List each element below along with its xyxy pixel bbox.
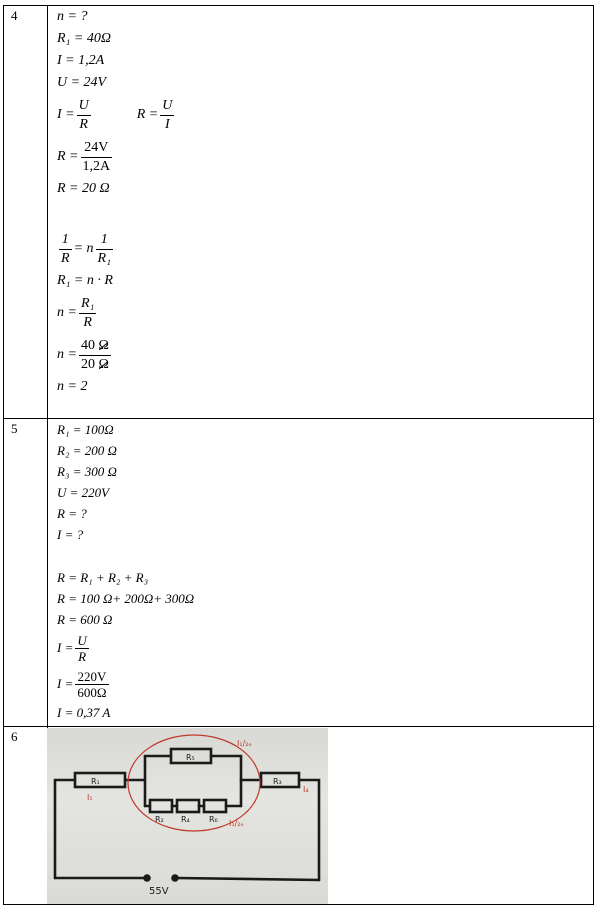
fraction [75,633,88,664]
given-u: U = 220V [57,485,110,500]
i-bottom-label: I₁/₂ₑ [229,819,244,828]
n-formula [57,292,593,334]
numerator: 24V [81,139,113,158]
formula-lhs: n = [57,305,77,320]
i1-label: I₁ [87,793,93,802]
r-values: R = 100 Ω+ 200Ω+ 300Ω [57,591,195,606]
r4-label: R₄ [181,815,190,824]
r2-label: R₂ [155,815,164,824]
formula-lhs: I = [57,676,74,691]
numerator: R₁ [79,295,96,314]
denominator: 1,2A [82,158,111,174]
fraction [75,669,108,700]
denominator: 600Ω [77,684,107,700]
r6-label: R₆ [209,815,218,824]
given-r1: R₁ = 100Ω [57,422,114,437]
numerator [79,337,111,356]
task-number: 4 [4,6,48,419]
fraction [160,97,174,134]
fraction [59,231,72,268]
task-6-solution [48,727,594,905]
fraction [79,337,111,374]
cancelled-unit: Ω [98,356,109,372]
table-row [4,6,594,419]
equals-n: = n [73,241,94,256]
circuit-sketch-photo [47,728,328,904]
denominator: R [83,314,92,330]
n-result: n = 2 [57,379,88,394]
denominator: I [164,116,170,132]
fraction [79,295,96,332]
i-calc [57,666,593,702]
given-n: n = ? [57,9,88,24]
given-r2: R₂ = 200 Ω [57,443,117,458]
fraction [77,97,91,134]
r-result: R = 600 Ω [57,612,113,627]
denominator: R [61,250,70,266]
circuit-sketch [47,728,328,904]
denominator: R [78,648,87,664]
r-calc [57,136,593,178]
numerator: 1 [96,231,113,250]
table-row [4,419,594,727]
fraction [96,231,113,268]
r-result: R = 20 Ω [57,181,110,196]
given-r1: R₁ = 40Ω [57,31,111,46]
task-5-solution [48,419,594,727]
formula-lhs: I = [57,640,74,655]
number: 20 [80,356,95,372]
i-formula [57,630,593,666]
reciprocal-eq [57,228,593,270]
solutions-table [3,5,594,905]
i4-label: I₄ [303,785,309,794]
table-row [4,727,594,905]
number: 40 [80,337,95,353]
cancelled-unit: Ω [98,337,109,353]
given-i: I = 1,2A [57,53,105,68]
i-top-label: I₁/₂ₑ [237,739,252,748]
given-u: U = 24V [57,75,107,90]
denominator: R₁ [97,250,111,266]
formula-lhs: R = [57,149,79,164]
r1-label: R₁ [91,777,100,786]
numerator: U [160,97,174,116]
formula-lhs: R = [136,107,159,122]
task-number: 6 [4,727,48,905]
r5-label: R₅ [186,753,195,762]
numerator: 220V [75,669,108,685]
r3-label: R₃ [273,777,282,786]
fraction [81,139,113,176]
voltage-label: 55V [149,886,169,897]
task-4-solution [48,6,594,419]
denominator: R [79,116,88,132]
i-result: I = 0,37 A [57,705,111,720]
ohm-formulas [57,94,593,136]
r1-eq: R₁ = n · R [57,273,113,288]
formula-lhs: I = [57,107,75,122]
denominator [79,356,111,374]
unknown-i: I = ? [57,527,84,542]
r-sum: R = R₁ + R₂ + R₃ [57,570,149,585]
numerator: U [77,632,87,648]
n-calc [57,334,593,376]
formula-lhs: n = [57,347,77,362]
given-r3: R₃ = 300 Ω [57,464,117,479]
numerator: 1 [59,231,72,250]
task-number: 5 [4,419,48,727]
unknown-r: R = ? [57,506,87,521]
numerator: U [77,97,91,116]
